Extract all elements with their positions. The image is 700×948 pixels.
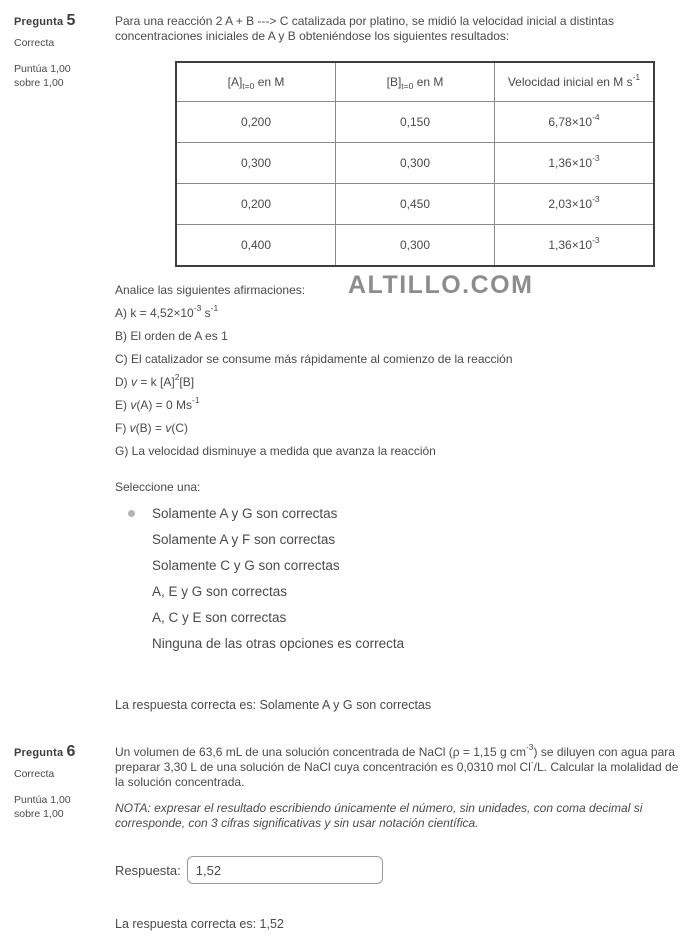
question-5-title <box>14 12 106 30</box>
radio-cell <box>115 614 152 621</box>
radio-button-icon[interactable] <box>128 536 135 543</box>
question-label: Pregunta <box>14 16 64 28</box>
table-cell: 0,200 <box>176 184 336 225</box>
table-cell: $1,36\times 10^{-3}$ <box>495 225 655 267</box>
correct-answer-feedback: La respuesta correcta es: 1,52 <box>115 917 284 931</box>
affirmation-d: D) v = k $[A]^2[B]$ <box>115 372 195 389</box>
table-cell: $6,78\times 10^{-4}$ <box>495 102 655 143</box>
option-row[interactable] <box>115 506 688 521</box>
option-label: Solamente C y G son correctas <box>152 558 340 573</box>
option-row[interactable] <box>115 558 688 573</box>
table-header-row <box>176 62 654 102</box>
option-label: Solamente A y G son correctas <box>152 506 338 521</box>
affirmation-b: B) El orden de A es 1 <box>115 329 228 343</box>
table-cell: $2,03\times 10^{-3}$ <box>495 184 655 225</box>
question-5-info <box>14 12 106 90</box>
table-header-cell: Velocidad inicial en M $s^{-1}$ <box>495 62 655 102</box>
table-cell: 0,200 <box>176 102 336 143</box>
affirmation-f: F) v(B) = v(C) <box>115 421 189 435</box>
option-row[interactable] <box>115 610 688 625</box>
radio-cell <box>115 510 152 517</box>
table-header-cell: $[B]_{t=0}$ en M <box>336 62 495 102</box>
table-cell: 0,150 <box>336 102 495 143</box>
question-number: 6 <box>66 743 76 760</box>
radio-button-icon[interactable] <box>128 562 135 569</box>
select-one-prompt: Seleccione una: <box>115 480 201 494</box>
status-badge: Correcta <box>14 768 55 780</box>
table-cell: 0,400 <box>176 225 336 267</box>
answer-options <box>115 506 688 651</box>
question-number: 5 <box>66 12 76 29</box>
radio-button-icon[interactable] <box>128 640 135 647</box>
table-row <box>176 184 654 225</box>
kinetics-data-table <box>175 61 655 267</box>
option-label: Solamente A y F son correctas <box>152 532 336 547</box>
answer-label: Respuesta: <box>115 862 181 878</box>
altillo-watermark: ALTILLO.COM <box>348 271 534 299</box>
option-row[interactable] <box>115 584 688 599</box>
analyze-heading: Analice las siguientes afirmaciones: <box>115 283 306 297</box>
question-6-info <box>14 743 106 821</box>
radio-button-icon[interactable] <box>128 588 135 595</box>
grade-text: Puntúa 1,00 sobre 1,00 <box>14 794 71 821</box>
answer-input[interactable] <box>187 856 383 884</box>
option-row[interactable] <box>115 532 688 547</box>
question-stem: Un volumen de 63,6 mL de una solución concentrada de NaCl (ρ = 1,15 g $cm^{-3}$) se diluyen con agua para preparar 3,30 L de una solución de NaCl cuya concentración es 0,0310 mol Cl-/L. Calcular la molalidad de la solución concentrada. <box>115 742 679 789</box>
question-label: Pregunta <box>14 747 64 759</box>
radio-cell <box>115 588 152 595</box>
table-cell: 0,300 <box>176 143 336 184</box>
affirmation-g: G) La velocidad disminuye a medida que avanza la reacción <box>115 444 436 458</box>
correct-answer-feedback: La respuesta correcta es: Solamente A y G son correctas <box>115 698 432 712</box>
question-6-section <box>0 713 700 948</box>
table-cell: 0,450 <box>336 184 495 225</box>
table-cell: 0,300 <box>336 143 495 184</box>
affirmation-c: C) El catalizador se consume más rápidamente al comienzo de la reacción <box>115 352 513 366</box>
status-badge: Correcta <box>14 37 55 49</box>
option-label: A, E y G son correctas <box>152 584 288 599</box>
radio-cell <box>115 562 152 569</box>
table-cell: $1,36\times 10^{-3}$ <box>495 143 655 184</box>
table-row <box>176 225 654 267</box>
table-cell: 0,300 <box>336 225 495 267</box>
option-label: A, C y E son correctas <box>152 610 287 625</box>
question-stem: Para una reacción 2 A + B ---> C catalizada por platino, se midió la velocidad inicial a distintas concentraciones iniciales de A y B obteniéndose los siguientes resultados: <box>115 14 614 43</box>
table-row <box>176 143 654 184</box>
radio-cell <box>115 640 152 647</box>
affirmation-e: E) v(A) = 0 $Ms^{-1}$ <box>115 395 200 412</box>
question-6-title <box>14 743 106 761</box>
table-row <box>176 102 654 143</box>
grade-text: Puntúa 1,00 sobre 1,00 <box>14 63 71 90</box>
question-6-content <box>115 743 688 948</box>
table-header-cell: $[A]_{t=0}$ en M <box>176 62 336 102</box>
radio-selected-icon[interactable] <box>128 510 135 517</box>
affirmation-a: A) $k = 4,52\times 10^{-3}$ $s^{-1}$ <box>115 303 219 320</box>
radio-cell <box>115 536 152 543</box>
option-label: Ninguna de las otras opciones es correcta <box>152 636 405 651</box>
answer-row <box>115 856 688 884</box>
question-5-content <box>115 12 688 713</box>
option-row[interactable] <box>115 636 688 651</box>
radio-button-icon[interactable] <box>128 614 135 621</box>
note-text: NOTA: expresar el resultado escribiendo únicamente el número, sin unidades, con coma decimal si corresponde, con 3 cifras significativas y sin usar notación científica. <box>115 801 643 830</box>
